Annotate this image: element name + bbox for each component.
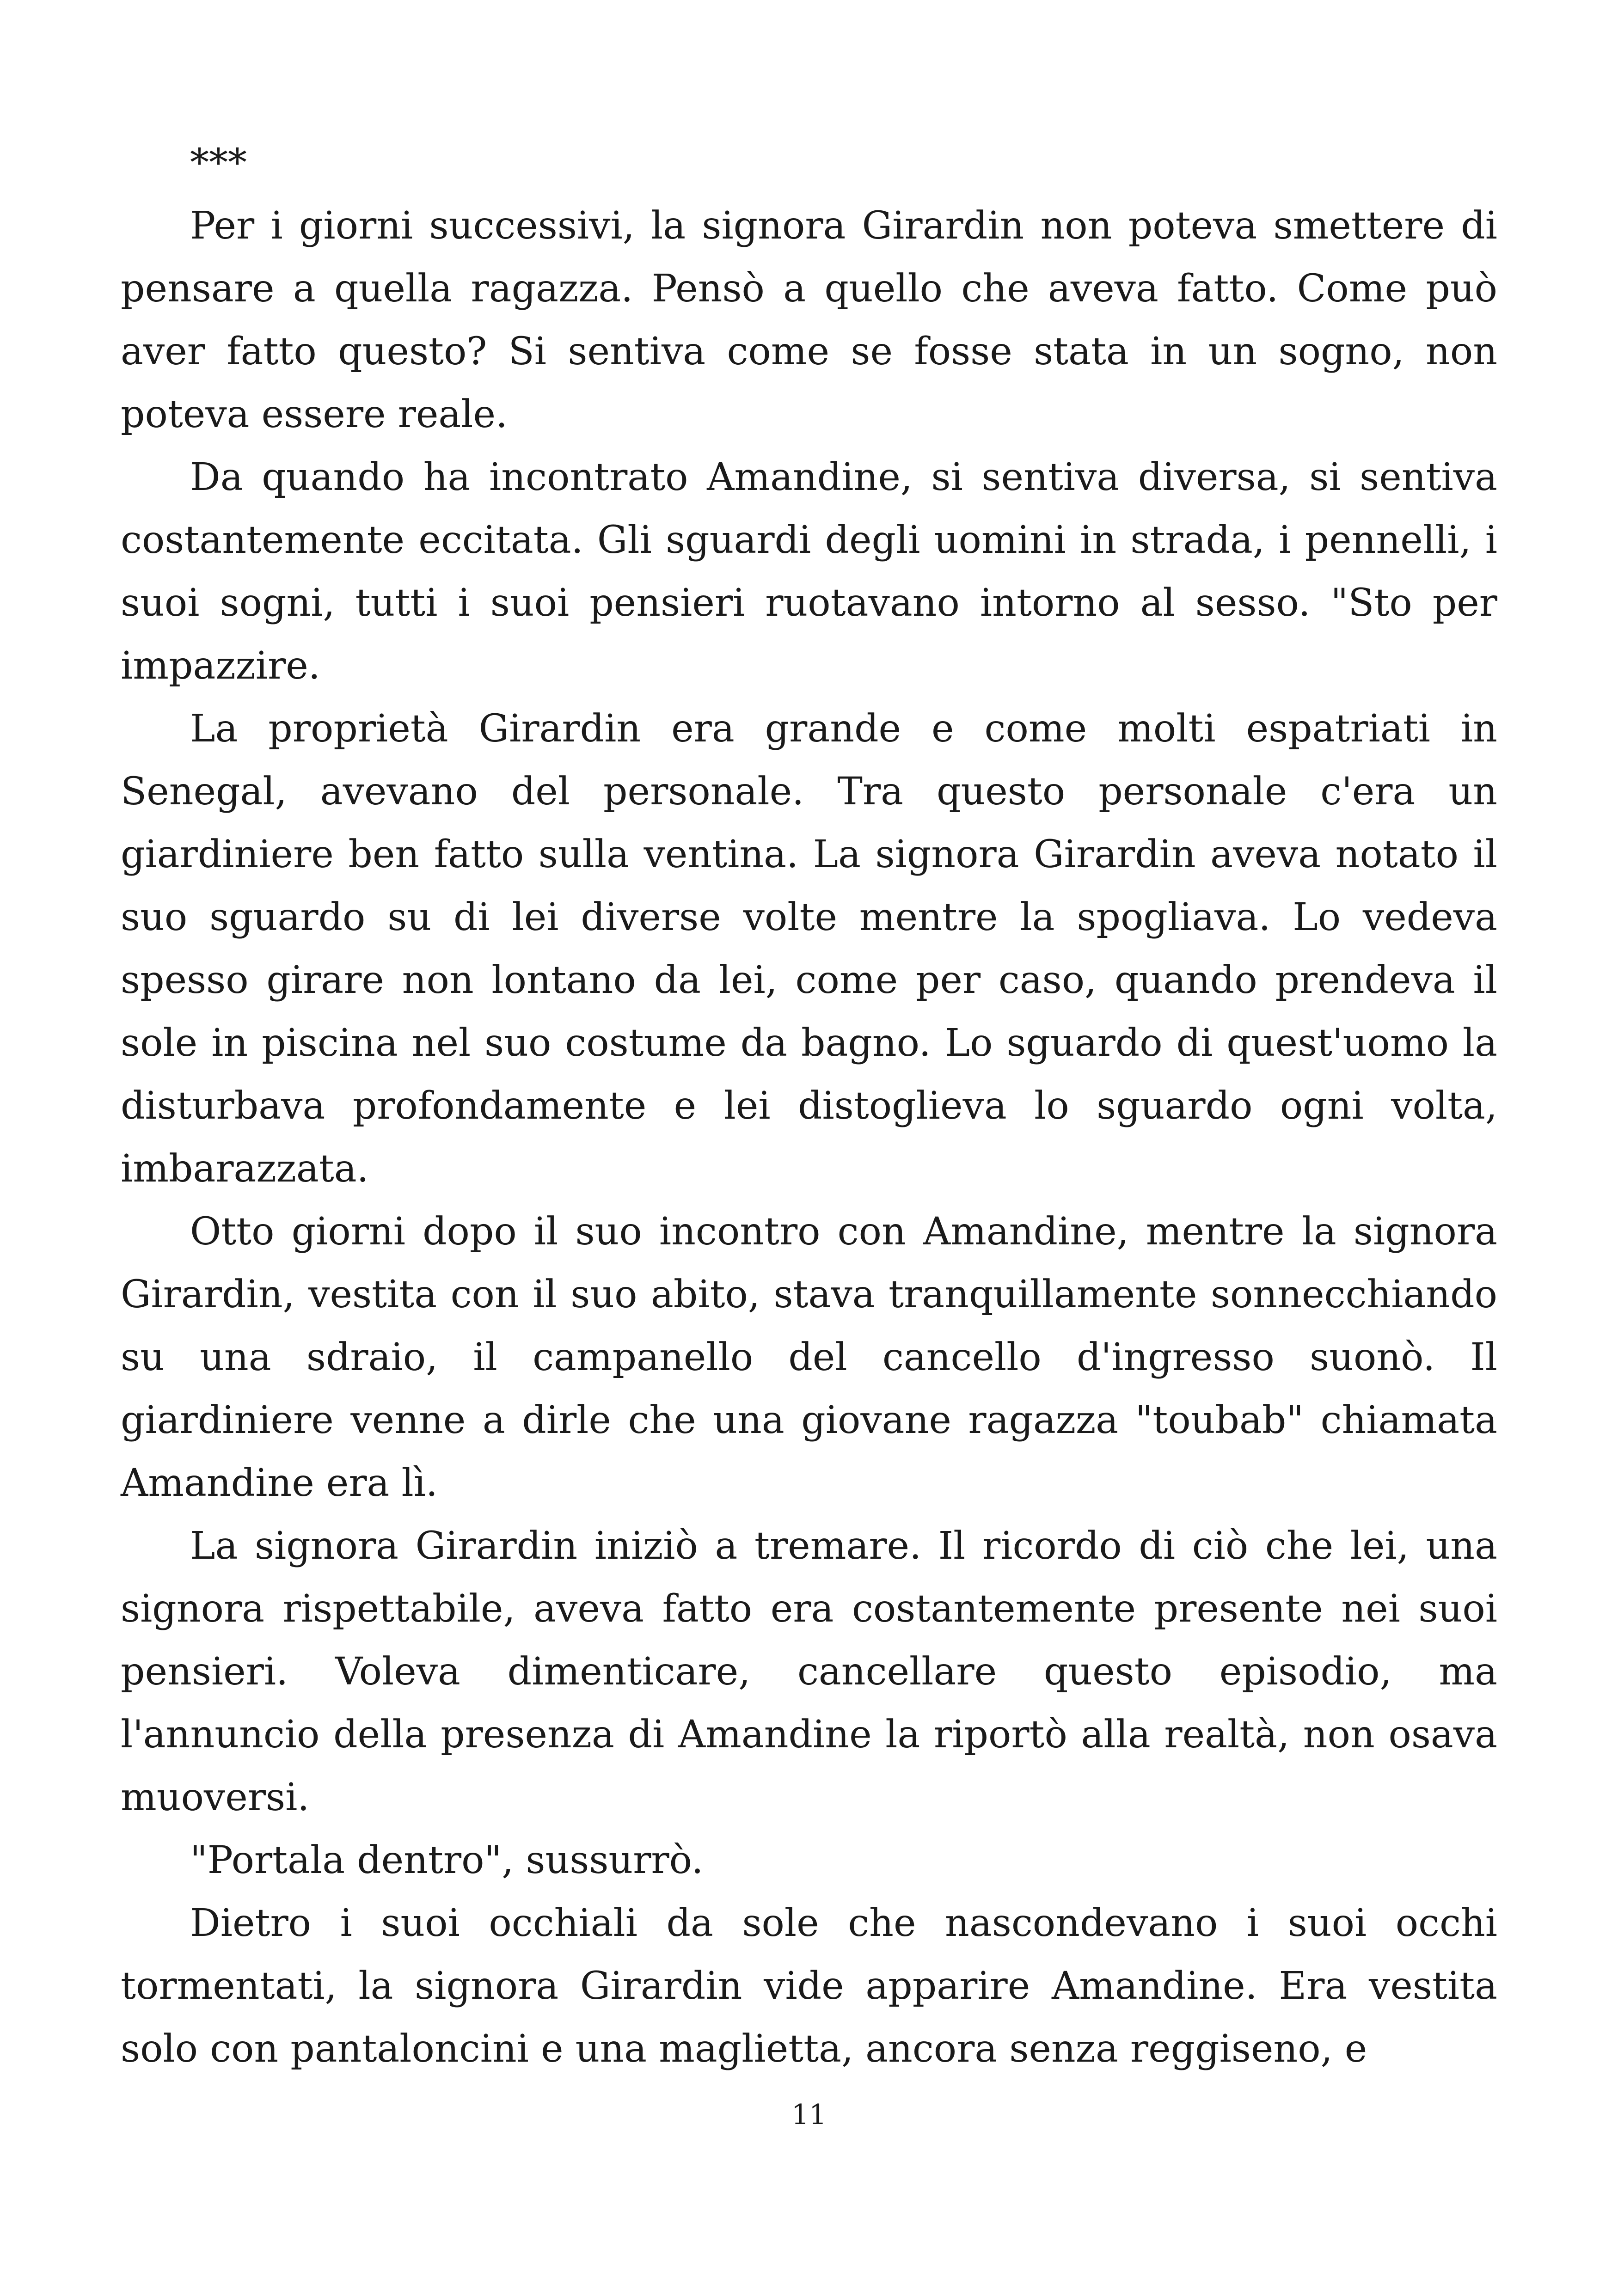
paragraph-1: Per i giorni successivi, la signora Girardin non poteva smettere di pensare a quella ragazza. Pensò a quello che aveva fatto. Come può aver fatto questo? Si sentiva come se fosse stata in un sogno, non poteva essere reale. [121, 204, 1497, 436]
paragraph-4: Otto giorni dopo il suo incontro con Amandine, mentre la signora Girardin, vestita con il suo abito, stava tranquillamente sonnecchiando su una sdraio, il campanello del cancello d'ingresso suonò. Il giardiniere venne a dirle che una giovane ragazza "toubab" chiamata Amandine era lì. [121, 1210, 1497, 1505]
paragraph-6: "Portala dentro", sussurrò. [190, 1838, 704, 1882]
paragraph-5: La signora Girardin iniziò a tremare. Il ricordo di ciò che lei, una signora rispettabile, aveva fatto era costantemente presente nei suoi pensieri. Voleva dimenticare, cancellare questo episodio, ma l'annuncio della presenza di Amandine la riportò alla realtà, non osava muoversi. [121, 1524, 1497, 1819]
paragraph-3: La proprietà Girardin era grande e come molti espatriati in Senegal, avevano del personale. Tra questo personale c'era un giardiniere ben fatto sulla ventina. La signora Girardin aveva notato il suo sguardo su di lei diverse volte mentre la spogliava. Lo vedeva spesso girare non lontano da lei, come per caso, quando prendeva il sole in piscina nel suo costume da bagno. Lo sguardo di quest'uomo la disturbava profondamente e lei distoglieva lo sguardo ogni volta, imbarazzata. [121, 707, 1497, 1191]
page-body [121, 132, 1497, 2081]
section-separator: *** [190, 141, 247, 185]
paragraph-2: Da quando ha incontrato Amandine, si sentiva diversa, si sentiva costantemente eccitata. Gli sguardi degli uomini in strada, i pennelli, i suoi sogni, tutti i suoi pensieri ruotavano intorno al sesso. "Sto per impazzire. [121, 455, 1497, 688]
paragraph-7: Dietro i suoi occhiali da sole che nascondevano i suoi occhi tormentati, la signora Girardin vide apparire Amandine. Era vestita solo con pantaloncini e una maglietta, ancora senza reggiseno, e [121, 1901, 1497, 2071]
page-number: 11 [791, 2099, 827, 2131]
